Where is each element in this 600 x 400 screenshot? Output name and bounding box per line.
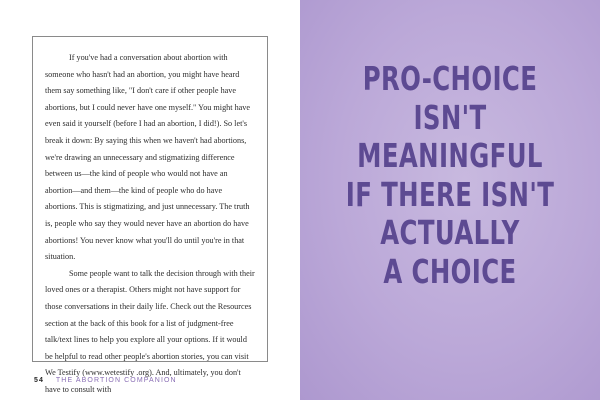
right-page-pull-quote: [300, 0, 600, 400]
quote-line-5: ACTUALLY: [380, 213, 520, 252]
quote-line-4: IF THERE ISN'T: [345, 174, 555, 214]
pull-quote: [300, 60, 600, 291]
body-paragraph-1: If you've had a conversation about abortion with someone who hasn't had an abortion, you might have heard them say something like, "I don't care if other people have abortions, but I could never have one myself." You might have even said it yourself (before I had an abortion, I did!). So let's break it down: By saying this when we haven't had abortions, we're drawing an unnecessary and stigmatizing difference between us—the kind of people who would not have an abortion—and them—the kind of people who do have abortions. This is stigmatizing, and just unnecessary. The truth is, people who say they would never have an abortion do have abortions! You never know what you'll do until you're in that situation.: [45, 53, 251, 262]
running-title: THE ABORTION COMPANION: [55, 377, 177, 384]
quote-line-3: MEANINGFUL: [357, 136, 543, 175]
page-footer: [34, 377, 177, 384]
page-number: 54: [34, 377, 44, 384]
quote-line-2: ISN'T: [413, 97, 487, 137]
quote-line-1: PRO-CHOICE: [362, 59, 538, 98]
body-paragraph-2: Some people want to talk the decision through with their loved ones or a therapist. Others might not have support for those conversations in their daily life. Check out the Resources section at the back of this book for a list of judgment-free talk/text lines to help you explore all your options. If it would be helpful to read other people's abortion stories, you can visit We Testify (www.wetestify .org). And, ultimately, you don't have to consult with: [45, 268, 255, 394]
quote-line-6: A CHOICE: [383, 251, 517, 291]
